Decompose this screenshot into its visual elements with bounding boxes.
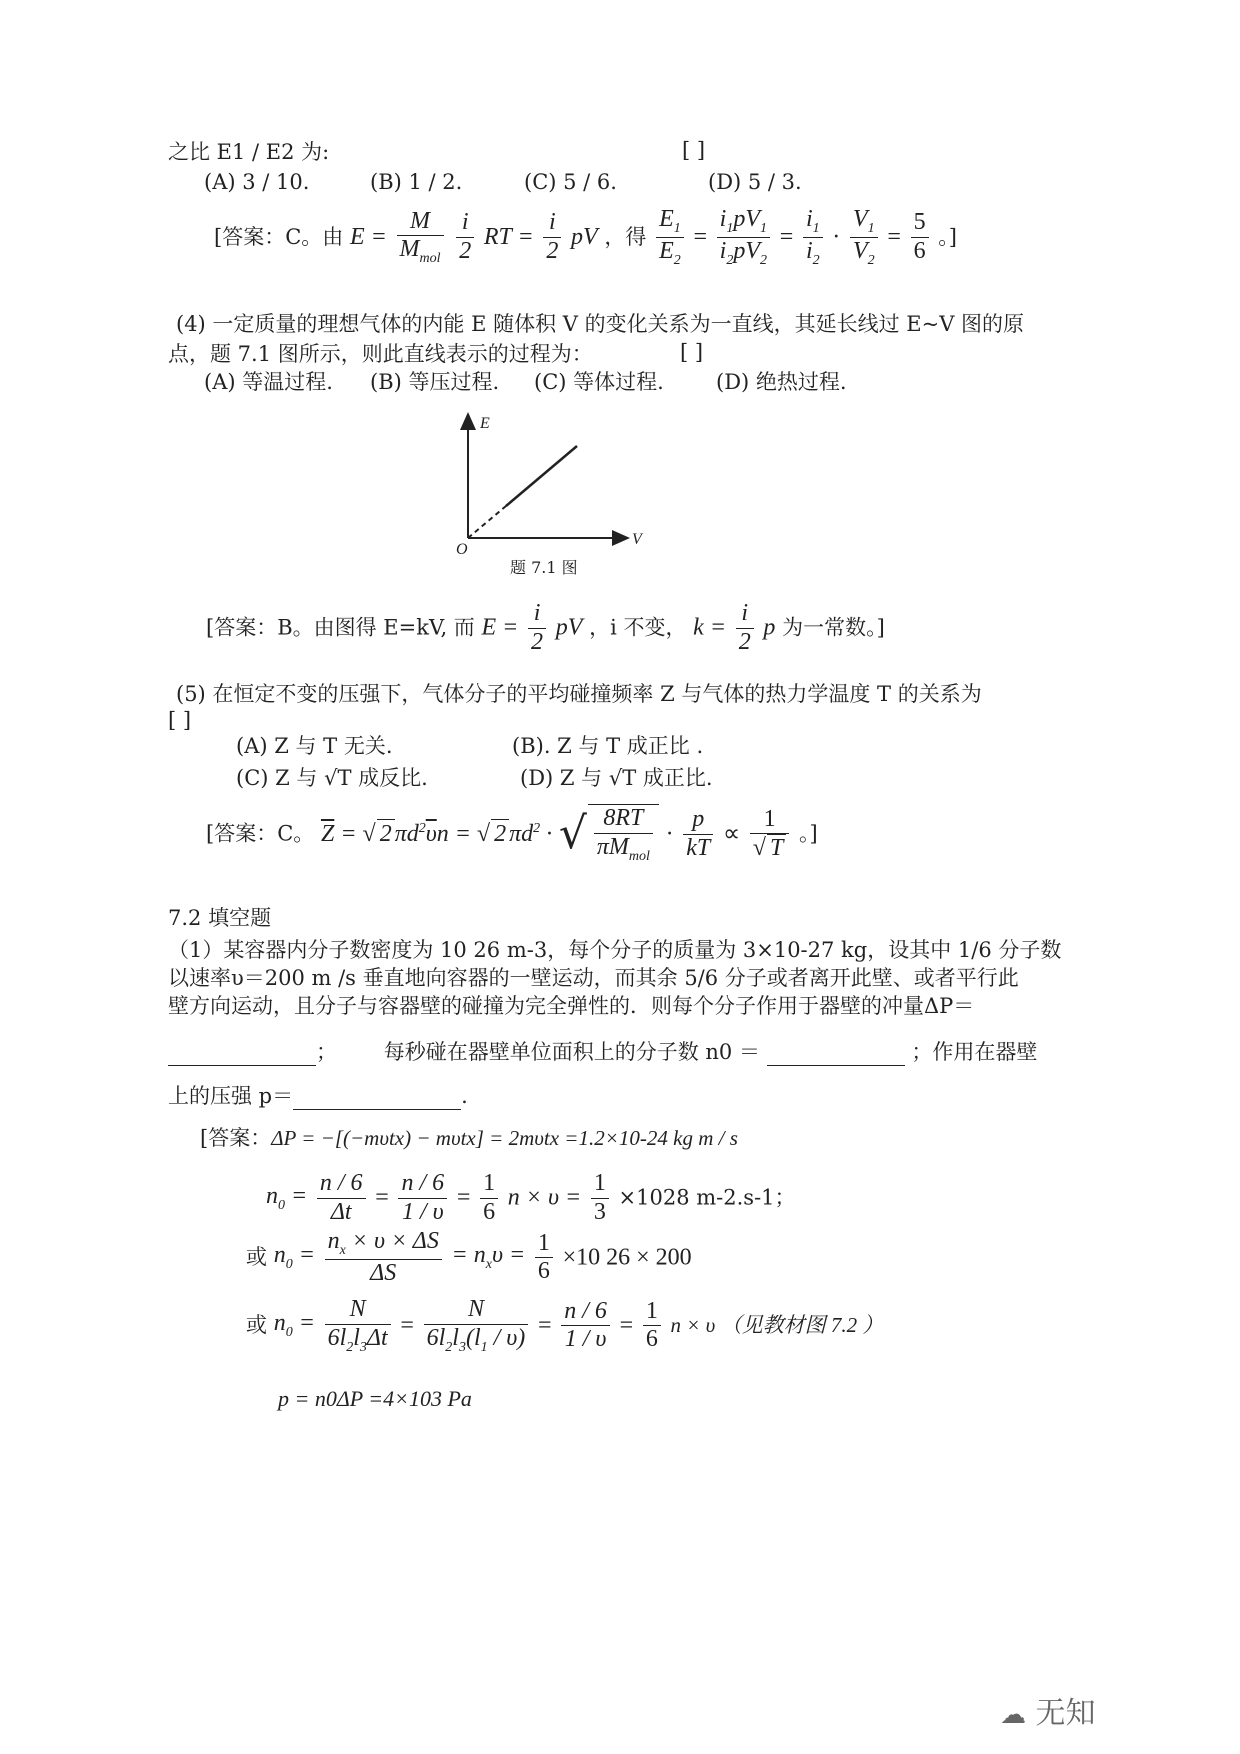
q4-answer-mid: ，i 不变， — [589, 615, 687, 640]
q4-option-b: (B) 等压过程. — [370, 370, 500, 394]
q3-frac-ii: $\frac{i_1}{i_2}$ — [803, 206, 823, 269]
extension-dashed-line — [468, 506, 506, 538]
q5-frac-1sqrt: $\frac{1}{√ T}$ — [750, 806, 790, 863]
q4-frac-i2: $\frac{i}{2}$ — [528, 600, 546, 656]
q3-option-a: (A) 3 / 10. — [204, 170, 310, 194]
blank-n0[interactable] — [767, 1040, 905, 1066]
wechat-icon: ☁ — [1000, 1700, 1026, 1730]
s72-para-line4: ； 每秒碰在器壁单位面积上的分子数 n0 ＝ ；作用在器壁 — [168, 1040, 1037, 1066]
q3-answer-eq: = — [887, 223, 901, 250]
q5-option-c: (C) Z 与 √T 成反比. — [236, 766, 428, 790]
q3-pv: pV — [571, 223, 598, 250]
q4-answer-end: 为一常数。] — [782, 615, 885, 640]
q4-option-c: (C) 等体过程. — [534, 370, 664, 394]
ans1-prefix: [答案： — [200, 1126, 272, 1150]
intro-line — [168, 140, 329, 165]
q4-line1: (4) 一定质量的理想气体的内能 E 随体积 V 的变化关系为一直线，其延长线过 E~V 图的原 — [176, 312, 1025, 336]
ans4-eq2: = — [538, 1312, 552, 1339]
q5-option-a: (A) Z 与 T 无关. — [236, 734, 393, 758]
q5-answer — [206, 804, 818, 864]
q5-option-b: (B). Z 与 T 成正比 . — [512, 734, 704, 758]
fig-caption: 题 7.1 图 — [510, 558, 578, 577]
ans3-frac-a: $\frac{n_x \times \upsilon \times \Delta S}{\Delta S}$ — [325, 1228, 442, 1287]
q5-formula-a: $\overline{Z}$ = √ 2 $\pi d^2\overline{\upsilon}n$ = √ 2 $\pi d^2$ · — [320, 821, 553, 848]
ans4-tail: n × υ （见教材图 7.2 ） — [670, 1313, 884, 1338]
q5-bracket: [ ] — [168, 708, 192, 732]
s72-para-line2: 以速率υ＝200 m /s 垂直地向容器的一壁运动，而其余 5/6 分子或者离开此壁、或者平行此 — [168, 966, 1019, 990]
blank-pressure[interactable] — [293, 1084, 461, 1110]
watermark — [1000, 1696, 1096, 1732]
q3-answer-end: 。] — [938, 224, 957, 249]
section-heading: 7.2 填空题 — [168, 906, 272, 930]
q4-answer — [206, 600, 885, 656]
q4-pv: pV — [555, 614, 583, 641]
q3-option-c: (C) 5 / 6. — [524, 170, 617, 194]
ans4-eq1: = — [400, 1312, 414, 1339]
q3-frac-vv: $\frac{V_1}{V_2}$ — [850, 206, 878, 269]
q5-option-d: (D) Z 与 √T 成正比. — [520, 766, 713, 790]
ans4-eq3: = — [619, 1312, 634, 1339]
q5-frac-pkt: $\frac{p}{kT}$ — [683, 806, 713, 862]
ans2-eq1: = — [375, 1184, 389, 1211]
q3-six: 6 — [913, 237, 926, 264]
q3-answer — [214, 206, 957, 269]
q5-sqrt-body: $\frac{8RT}{\pi M_{mol}}$ — [588, 804, 659, 864]
watermark-text: 无知 — [1035, 1696, 1096, 1731]
q3-answer-mid: ，得 — [604, 224, 647, 249]
ans2-units: ×1028 m-2.s-1； — [618, 1185, 796, 1210]
q3-eq1: = — [693, 223, 707, 250]
ans-n0-1 — [266, 1170, 796, 1226]
intro-text: 之比 E1 / E2 为: — [168, 140, 330, 164]
q4-line2: 点，题 7.1 图所示，则此直线表示的过程为： — [168, 342, 593, 366]
ans4-frac-a: $\frac{N}{6l_2l_3\Delta t}$ — [325, 1296, 391, 1355]
q3-five: 5 — [911, 209, 929, 238]
ans-pressure: p = n0ΔP =4×103 Pa — [278, 1386, 472, 1411]
ans2-frac-d: $\frac{1}{3}$ — [591, 1170, 609, 1226]
q4-option-a: (A) 等温过程. — [204, 370, 333, 394]
fig-origin: O — [456, 541, 468, 558]
q3-option-b: (B) 1 / 2. — [370, 170, 463, 194]
ans2-eq2: = — [456, 1184, 471, 1211]
ans3-n0: $n_0$ = — [273, 1242, 315, 1273]
ans4-n0: $n_0$ = — [273, 1310, 315, 1341]
q3-frac-i2: $\frac{i}{2}$ — [456, 209, 474, 265]
q3-answer-prefix: [答案：C。由 — [214, 224, 344, 249]
q3-frac-e: $\frac{E_1}{E_2}$ — [656, 206, 684, 269]
q3-frac-56 — [911, 209, 929, 265]
q4-option-d: (D) 绝热过程. — [716, 370, 847, 394]
ans4-frac-b: $\frac{N}{6l_2l_3(l_1 / \upsilon)}$ — [424, 1296, 529, 1355]
ans-n0-2 — [246, 1228, 692, 1287]
q5-prop: ∝ — [722, 820, 741, 847]
q5-sqrt-sign: √ — [558, 807, 587, 859]
q3-rt: RT = — [483, 223, 534, 250]
q5-answer-prefix: [答案：C。 — [206, 821, 315, 846]
q3-formula-left: E = — [349, 223, 387, 250]
ans-n0-3 — [246, 1296, 883, 1355]
q4-p: p — [763, 614, 776, 641]
ans2-n0: $n_0$ = — [266, 1182, 308, 1213]
intro-bracket: [ ] — [682, 138, 706, 162]
process-line — [506, 446, 577, 506]
q3-option-d: (D) 5 / 3. — [708, 170, 802, 194]
s72-p5: 上的压强 p＝ — [168, 1084, 294, 1108]
ans4-prefix: 或 — [246, 1313, 267, 1338]
s72-p4-end: ；作用在器壁 — [911, 1040, 1038, 1064]
ans3-prefix: 或 — [246, 1245, 267, 1270]
ans4-frac-d: $\frac{1}{6}$ — [643, 1298, 661, 1354]
ans4-frac-c: $\frac{n / 6}{1 / \upsilon}$ — [561, 1298, 610, 1354]
s72-para-line1: （1）某容器内分子数密度为 10 26 m-3，每个分子的质量为 3×10-27 kg，设其中 1/6 分子数 — [168, 938, 1062, 962]
q5-answer-end: 。] — [799, 821, 818, 846]
s72-para-line3: 壁方向运动，且分子与容器壁的碰撞为完全弹性的．则每个分子作用于器壁的冲量ΔP＝ — [168, 994, 975, 1018]
s72-p4-mid: 每秒碰在器壁单位面积上的分子数 n0 ＝ — [383, 1040, 760, 1064]
q5-line1: (5) 在恒定不变的压强下，气体分子的平均碰撞频率 Z 与气体的热力学温度 T 的关系为 — [176, 682, 982, 706]
ans2-frac-b: $\frac{n / 6}{1 / \upsilon}$ — [398, 1170, 447, 1226]
s72-p5-end: . — [461, 1084, 468, 1108]
q4-answer-prefix: [答案：B。由图得 E=kV, 而 — [206, 615, 475, 640]
q4-frac-i2b: $\frac{i}{2}$ — [736, 600, 754, 656]
ans3-nx: = $n_x\upsilon$ = — [451, 1242, 526, 1273]
q3-eq2: = — [779, 223, 794, 250]
fig-axis-e: E — [480, 415, 490, 432]
q3-dot: · — [832, 223, 841, 250]
ans2-nv: n × υ = — [507, 1184, 582, 1211]
q4-k-eq: k = — [693, 614, 727, 641]
ans3-frac-b: $\frac{1}{6}$ — [535, 1230, 553, 1286]
ans1-value: ΔP = −[(−mυtx) − mυtx] = 2mυtx =1.2×10-24 kg m / s — [271, 1126, 738, 1150]
fig-axis-v: V — [632, 531, 642, 548]
s72-para-line5 — [168, 1084, 468, 1110]
q4-e-eq: E = — [481, 614, 519, 641]
ans2-frac-a: $\frac{n / 6}{\Delta t}$ — [317, 1170, 366, 1226]
q5-dot: · — [665, 820, 674, 847]
q3-frac-m: $\frac{M}{M_{mol}}$ — [397, 208, 444, 267]
ans2-frac-c: $\frac{1}{6}$ — [480, 1170, 498, 1226]
blank-delta-p[interactable] — [168, 1040, 316, 1066]
q4-bracket: [ ] — [680, 340, 704, 364]
ans-delta-p — [200, 1126, 738, 1151]
ans3-tail: ×10 26 × 200 — [562, 1244, 692, 1271]
q3-frac-ipv: $\frac{i_1pV_1}{i_2pV_2}$ — [717, 206, 770, 269]
q3-frac-i2b: $\frac{i}{2}$ — [543, 209, 561, 265]
